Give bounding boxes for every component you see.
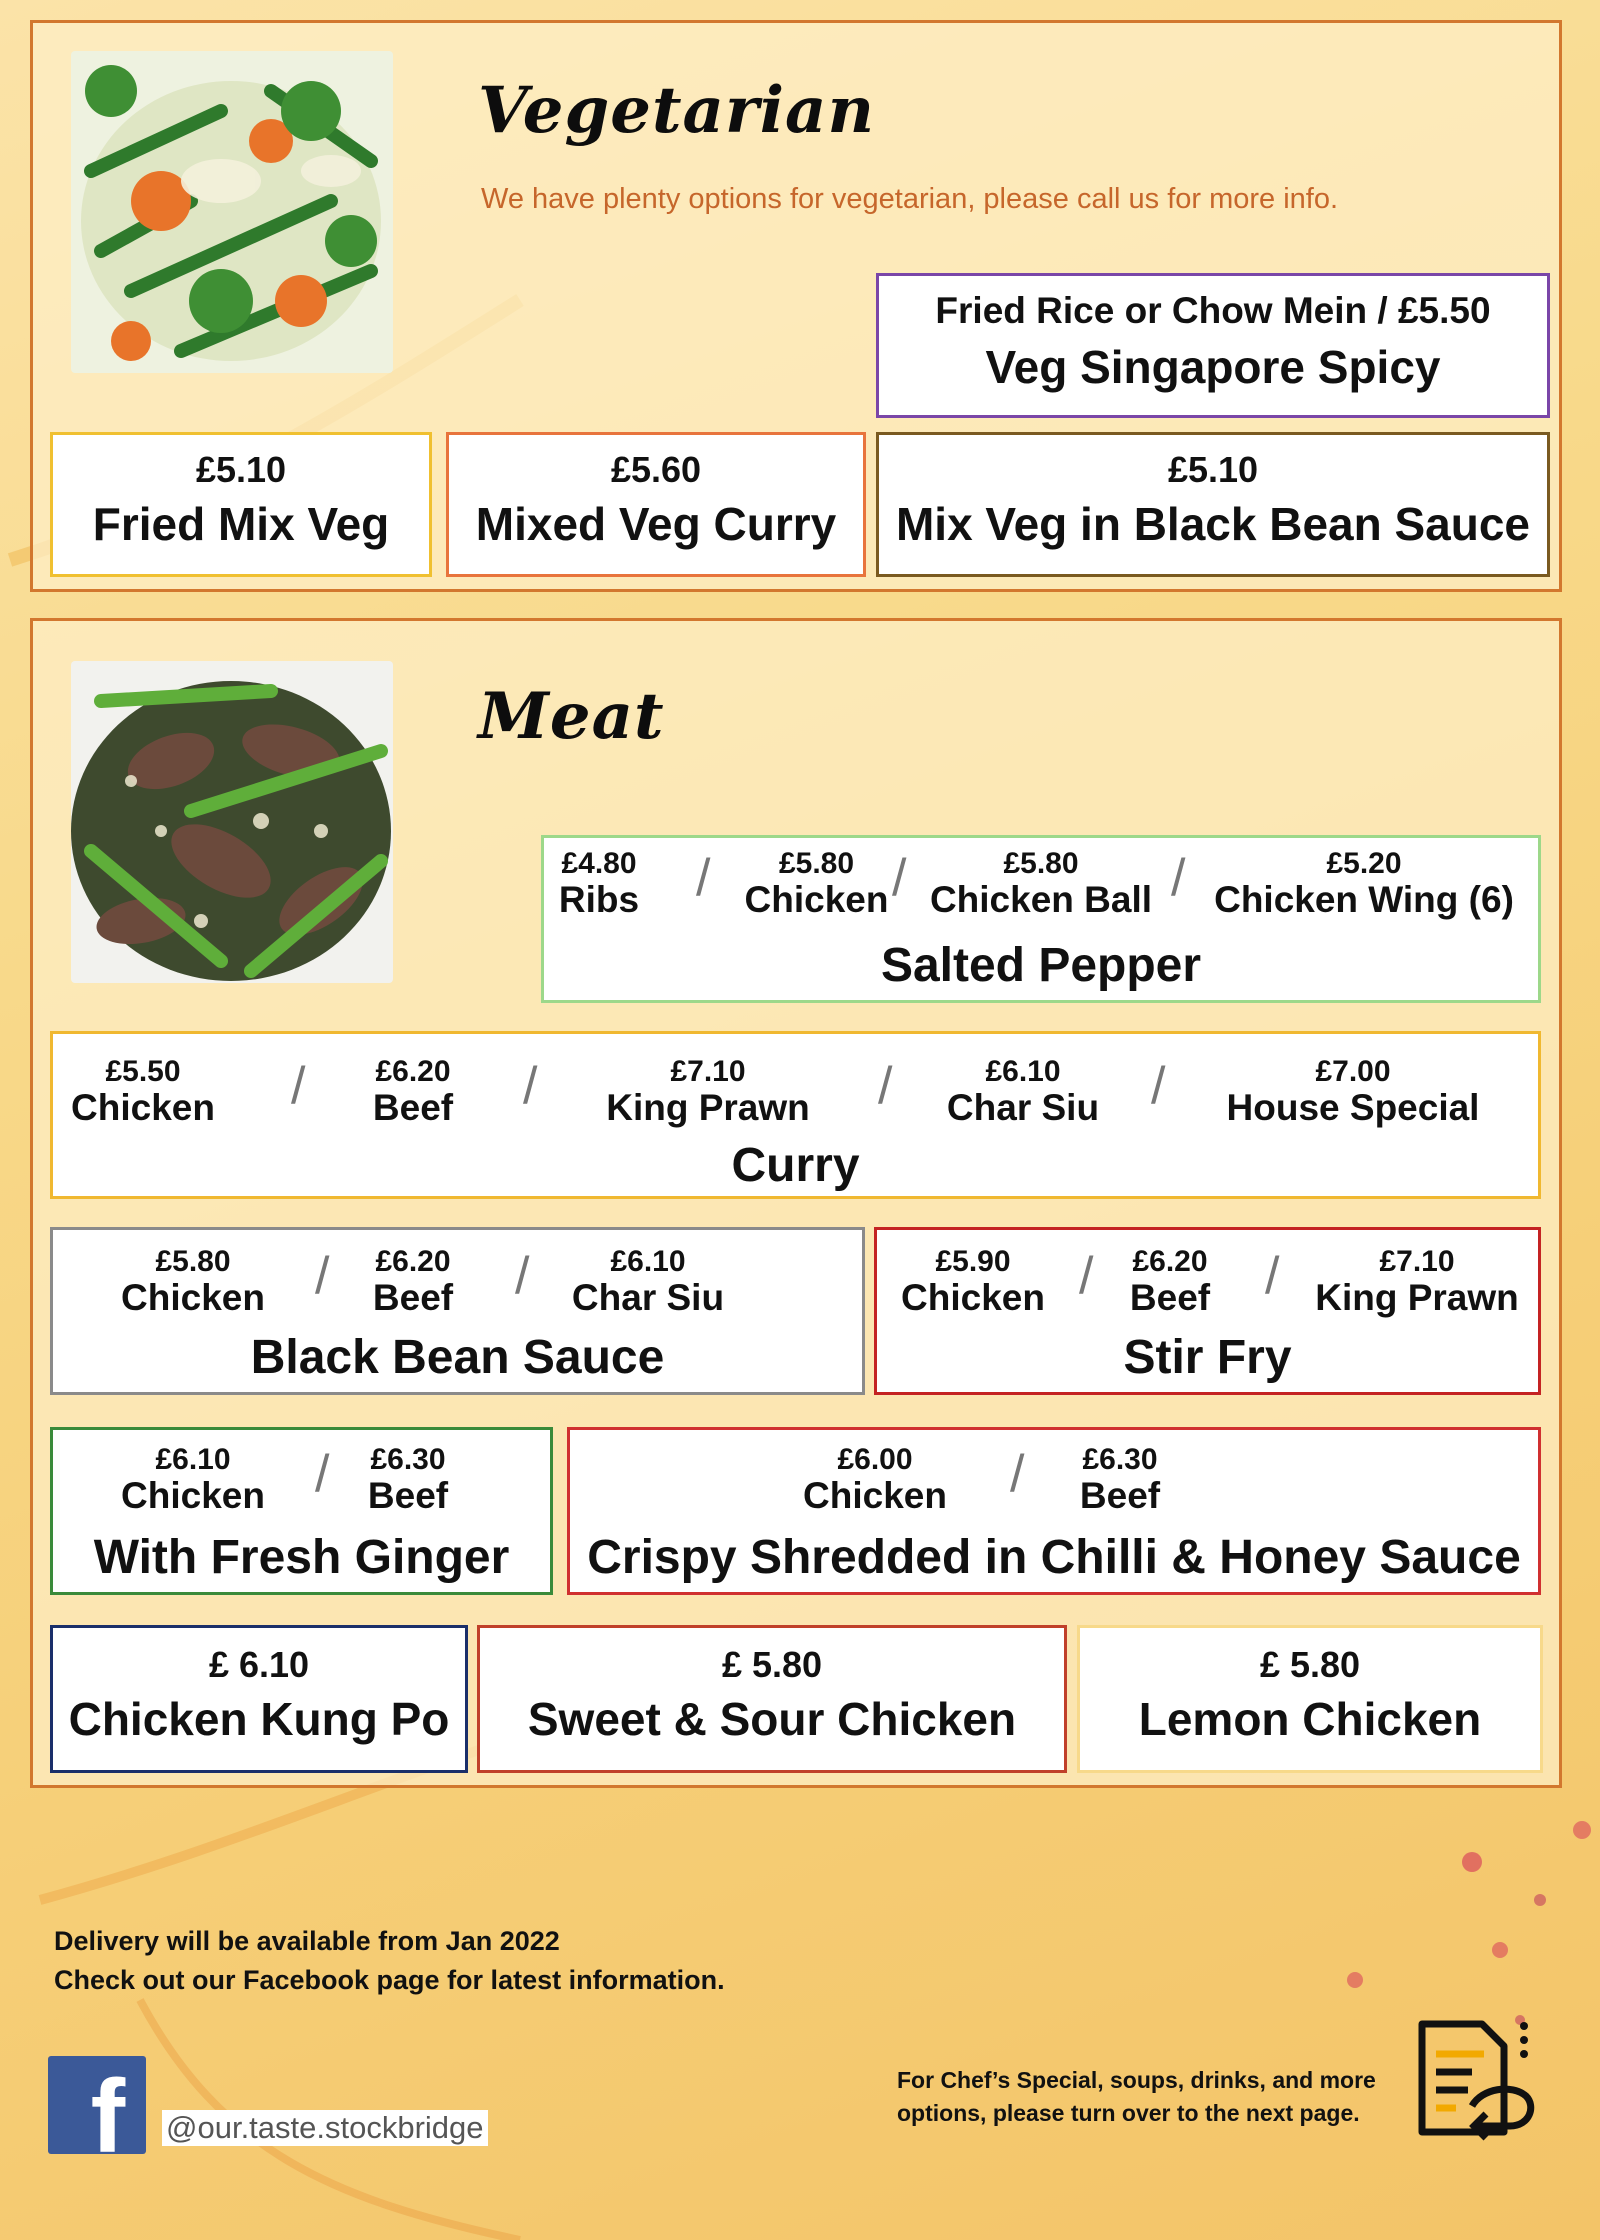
dish-title: Black Bean Sauce — [250, 1331, 665, 1384]
item-price: £ 6.10 — [208, 1644, 310, 1685]
option-beef: £6.20 Beef — [1129, 1245, 1211, 1319]
option-king-prawn: £7.10 King Prawn — [606, 1055, 810, 1129]
vegetarian-heading: Vegetarian — [478, 73, 876, 148]
slash-divider: / — [1265, 1247, 1280, 1305]
slash-divider: / — [1010, 1445, 1025, 1503]
dish-title: Stir Fry — [1123, 1331, 1292, 1384]
salted-pepper-box[interactable] — [541, 835, 1541, 1003]
item-price: £ 5.80 — [721, 1644, 823, 1685]
option-chicken: £6.00 Chicken — [803, 1443, 947, 1517]
option-beef: £6.30 Beef — [367, 1443, 449, 1517]
option-chicken-ball: £5.80 Chicken Ball — [929, 847, 1153, 921]
slash-divider: / — [315, 1445, 330, 1503]
option-ribs: £4.80 Ribs — [558, 847, 640, 921]
lemon-chicken-box[interactable] — [1077, 1625, 1543, 1773]
beef-stir-fry-photo — [71, 661, 393, 983]
facebook-line: Check out our Facebook page for latest information. — [54, 1965, 725, 1996]
dish-title: With Fresh Ginger — [93, 1531, 510, 1584]
stir-fry-box[interactable] — [874, 1227, 1541, 1395]
option-chicken: £6.10 Chicken — [121, 1443, 265, 1517]
option-chicken-wing: £5.20 Chicken Wing (6) — [1214, 847, 1514, 921]
item-name: Chicken Kung Po — [68, 1693, 450, 1745]
option-house-special: £7.00 House Special — [1226, 1055, 1480, 1129]
option-char-siu: £6.10 Char Siu — [571, 1245, 725, 1319]
slash-divider: / — [515, 1247, 530, 1305]
dish-title: Curry — [731, 1139, 860, 1192]
option-chicken: £5.50 Chicken — [71, 1055, 215, 1129]
veg-item-fried-mix-veg[interactable] — [50, 432, 432, 577]
item-name: Mix Veg in Black Bean Sauce — [895, 498, 1531, 550]
option-beef: £6.30 Beef — [1079, 1443, 1161, 1517]
delivery-note — [54, 1922, 725, 2000]
vegetarian-subtitle: We have plenty options for vegetarian, please call us for more info. — [481, 183, 1339, 215]
item-price: £ 5.80 — [1259, 1644, 1361, 1685]
dish-title: Salted Pepper — [880, 939, 1202, 992]
delivery-line: Delivery will be available from Jan 2022 — [54, 1926, 560, 1956]
veg-item-mixed-veg-curry[interactable] — [446, 432, 866, 577]
option-king-prawn: £7.10 King Prawn — [1315, 1245, 1519, 1319]
item-price: £5.60 — [610, 449, 702, 490]
slash-divider: / — [696, 849, 711, 907]
black-bean-box[interactable] — [50, 1227, 865, 1395]
facebook-logo-icon[interactable] — [48, 2056, 146, 2154]
slash-divider: / — [892, 849, 907, 907]
chicken-kung-po-box[interactable] — [50, 1625, 468, 1773]
meat-section — [30, 618, 1562, 1788]
turn-line: For Chef’s Special, soups, drinks, and more — [897, 2067, 1376, 2093]
veg-singapore-sub: Fried Rice or Chow Mein / £5.50 — [935, 290, 1491, 331]
option-char-siu: £6.10 Char Siu — [946, 1055, 1100, 1129]
dish-title: Crispy Shredded in Chilli & Honey Sauce — [587, 1531, 1521, 1584]
slash-divider: / — [1079, 1247, 1094, 1305]
facebook-handle[interactable]: @our.taste.stockbridge — [162, 2110, 488, 2146]
meat-heading: Meat — [478, 679, 665, 754]
veg-item-black-bean[interactable] — [876, 432, 1550, 577]
item-price: £5.10 — [195, 449, 287, 490]
slash-divider: / — [315, 1247, 330, 1305]
option-beef: £6.20 Beef — [372, 1055, 454, 1129]
veg-singapore-name: Veg Singapore Spicy — [985, 341, 1441, 393]
sweet-sour-chicken-box[interactable] — [477, 1625, 1067, 1773]
slash-divider: / — [523, 1057, 538, 1115]
slash-divider: / — [291, 1057, 306, 1115]
facebook-letter: f — [90, 2059, 126, 2154]
option-chicken: £5.80 Chicken — [744, 847, 889, 921]
turn-over-note — [897, 2064, 1376, 2131]
curry-box[interactable] — [50, 1031, 1541, 1199]
slash-divider: / — [1171, 849, 1186, 907]
item-price: £5.10 — [1167, 449, 1259, 490]
item-name: Lemon Chicken — [1138, 1693, 1482, 1745]
option-chicken: £5.80 Chicken — [121, 1245, 265, 1319]
option-chicken: £5.90 Chicken — [901, 1245, 1045, 1319]
item-name: Sweet & Sour Chicken — [527, 1693, 1017, 1745]
slash-divider: / — [1151, 1057, 1166, 1115]
item-name: Fried Mix Veg — [92, 498, 390, 550]
item-name: Mixed Veg Curry — [475, 498, 837, 550]
vegetarian-section — [30, 20, 1562, 592]
turn-page-icon — [1412, 2014, 1542, 2144]
veg-singapore-box[interactable] — [876, 273, 1550, 418]
vegetables-photo — [71, 51, 393, 373]
slash-divider: / — [878, 1057, 893, 1115]
crispy-shredded-box[interactable] — [567, 1427, 1541, 1595]
ginger-box[interactable] — [50, 1427, 553, 1595]
option-beef: £6.20 Beef — [372, 1245, 454, 1319]
turn-line: options, please turn over to the next page. — [897, 2100, 1360, 2127]
